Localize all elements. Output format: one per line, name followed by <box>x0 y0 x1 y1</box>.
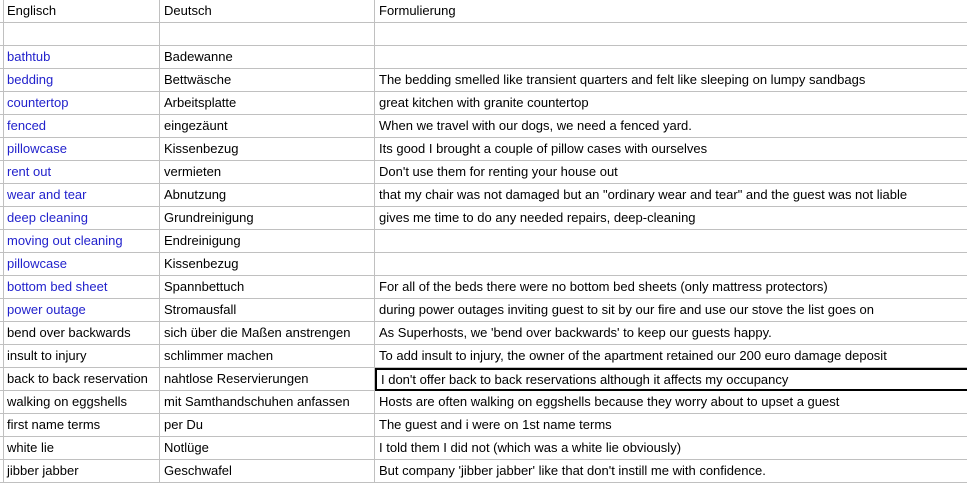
example-phrase-cell[interactable]: great kitchen with granite countertop <box>375 92 967 115</box>
example-phrase-cell[interactable] <box>375 253 967 276</box>
english-term-cell[interactable]: bend over backwards <box>4 322 160 345</box>
example-phrase-cell[interactable]: The bedding smelled like transient quarters and felt like sleeping on lumpy sandbags <box>375 69 967 92</box>
example-phrase-cell[interactable]: To add insult to injury, the owner of the apartment retained our 200 euro damage deposit <box>375 345 967 368</box>
english-term-cell[interactable]: first name terms <box>4 414 160 437</box>
english-term-cell[interactable]: white lie <box>4 437 160 460</box>
table-row <box>0 368 967 391</box>
example-phrase-cell[interactable]: that my chair was not damaged but an "ordinary wear and tear" and the guest was not liable <box>375 184 967 207</box>
english-term-link[interactable]: bathtub <box>4 46 160 69</box>
english-term-link[interactable]: bedding <box>4 69 160 92</box>
german-translation-cell[interactable]: Spannbettuch <box>160 276 375 299</box>
english-term-link[interactable]: deep cleaning <box>4 207 160 230</box>
example-phrase-cell[interactable]: Hosts are often walking on eggshells because they worry about to upset a guest <box>375 391 967 414</box>
english-term-link[interactable]: moving out cleaning <box>4 230 160 253</box>
english-term-link[interactable]: bottom bed sheet <box>4 276 160 299</box>
table-body <box>0 23 967 483</box>
table-row <box>0 23 967 46</box>
example-phrase-cell[interactable]: The guest and i were on 1st name terms <box>375 414 967 437</box>
table-row <box>0 138 967 161</box>
table-row <box>0 253 967 276</box>
header-row <box>0 0 967 23</box>
table-row <box>0 276 967 299</box>
table-row <box>0 299 967 322</box>
table-row <box>0 322 967 345</box>
english-term-link[interactable]: countertop <box>4 92 160 115</box>
table-row <box>0 345 967 368</box>
german-translation-cell[interactable]: sich über die Maßen anstrengen <box>160 322 375 345</box>
german-translation-cell[interactable]: Kissenbezug <box>160 253 375 276</box>
english-term-link[interactable]: wear and tear <box>4 184 160 207</box>
german-translation-cell[interactable]: Badewanne <box>160 46 375 69</box>
table-row <box>0 414 967 437</box>
table-row <box>0 437 967 460</box>
table-row <box>0 207 967 230</box>
example-phrase-cell[interactable] <box>375 23 967 46</box>
english-term-link[interactable]: fenced <box>4 115 160 138</box>
english-term-link[interactable]: pillowcase <box>4 138 160 161</box>
example-phrase-cell[interactable]: Don't use them for renting your house out <box>375 161 967 184</box>
example-phrase-cell[interactable]: But company 'jibber jabber' like that don't instill me with confidence. <box>375 460 967 483</box>
table-row <box>0 391 967 414</box>
german-translation-cell[interactable]: mit Samthandschuhen anfassen <box>160 391 375 414</box>
selected-cell[interactable]: I don't offer back to back reservations although it affects my occupancy <box>375 368 967 391</box>
example-phrase-cell[interactable]: For all of the beds there were no bottom bed sheets (only mattress protectors) <box>375 276 967 299</box>
table-row <box>0 69 967 92</box>
example-phrase-cell[interactable] <box>375 230 967 253</box>
english-term-cell[interactable]: jibber jabber <box>4 460 160 483</box>
german-translation-cell[interactable]: Notlüge <box>160 437 375 460</box>
table-row <box>0 92 967 115</box>
german-translation-cell[interactable]: Kissenbezug <box>160 138 375 161</box>
example-phrase-cell[interactable]: I told them I did not (which was a white lie obviously) <box>375 437 967 460</box>
column-header-deutsch[interactable]: Deutsch <box>160 0 375 23</box>
column-header-formulierung[interactable]: Formulierung <box>375 0 967 23</box>
german-translation-cell[interactable]: Bettwäsche <box>160 69 375 92</box>
german-translation-cell[interactable] <box>160 23 375 46</box>
german-translation-cell[interactable]: eingezäunt <box>160 115 375 138</box>
column-header-englisch[interactable]: Englisch <box>4 0 160 23</box>
english-term-cell[interactable] <box>4 23 160 46</box>
table-row <box>0 460 967 483</box>
example-phrase-cell[interactable] <box>375 46 967 69</box>
german-translation-cell[interactable]: Geschwafel <box>160 460 375 483</box>
german-translation-cell[interactable]: vermieten <box>160 161 375 184</box>
table-row <box>0 230 967 253</box>
english-term-cell[interactable]: back to back reservation <box>4 368 160 391</box>
example-phrase-cell[interactable]: during power outages inviting guest to sit by our fire and use our stove the list goes on <box>375 299 967 322</box>
table-row <box>0 184 967 207</box>
english-term-cell[interactable]: insult to injury <box>4 345 160 368</box>
german-translation-cell[interactable]: Endreinigung <box>160 230 375 253</box>
english-term-link[interactable]: pillowcase <box>4 253 160 276</box>
table-row <box>0 161 967 184</box>
german-translation-cell[interactable]: Abnutzung <box>160 184 375 207</box>
example-phrase-cell[interactable]: When we travel with our dogs, we need a fenced yard. <box>375 115 967 138</box>
german-translation-cell[interactable]: per Du <box>160 414 375 437</box>
german-translation-cell[interactable]: Grundreinigung <box>160 207 375 230</box>
english-term-cell[interactable]: walking on eggshells <box>4 391 160 414</box>
german-translation-cell[interactable]: Arbeitsplatte <box>160 92 375 115</box>
english-term-link[interactable]: power outage <box>4 299 160 322</box>
table-row <box>0 46 967 69</box>
example-phrase-cell[interactable]: gives me time to do any needed repairs, deep-cleaning <box>375 207 967 230</box>
example-phrase-cell[interactable]: Its good I brought a couple of pillow cases with ourselves <box>375 138 967 161</box>
table-row <box>0 115 967 138</box>
german-translation-cell[interactable]: Stromausfall <box>160 299 375 322</box>
english-term-link[interactable]: rent out <box>4 161 160 184</box>
example-phrase-cell[interactable]: As Superhosts, we 'bend over backwards' to keep our guests happy. <box>375 322 967 345</box>
german-translation-cell[interactable]: nahtlose Reservierungen <box>160 368 375 391</box>
german-translation-cell[interactable]: schlimmer machen <box>160 345 375 368</box>
